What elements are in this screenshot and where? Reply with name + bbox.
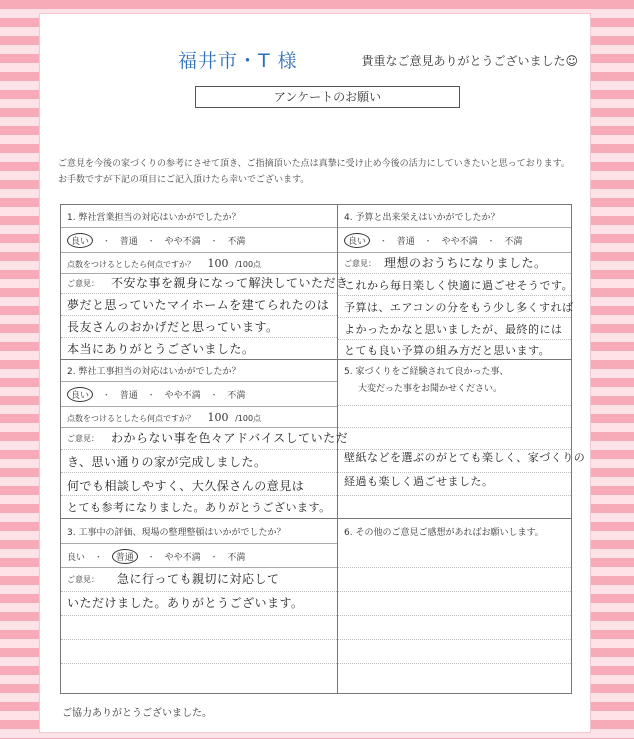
q1-ratings — [67, 233, 251, 248]
rule — [338, 295, 571, 296]
rule — [61, 449, 337, 450]
separator: ・ — [209, 391, 219, 401]
rule — [61, 567, 337, 568]
rule — [338, 472, 571, 473]
rule — [61, 663, 337, 664]
rule — [61, 252, 337, 253]
rating-somewhat-bad[interactable]: やや不満 — [164, 391, 201, 401]
rating-somewhat-bad[interactable]: やや不満 — [164, 553, 201, 563]
q2-comment-line: 何でも相談しやすく、大久保さんの意見は — [67, 479, 305, 493]
rule — [61, 543, 337, 544]
questionnaire-grid — [60, 204, 586, 694]
rating-good-selected[interactable]: 良い — [344, 233, 370, 248]
right-column — [338, 205, 586, 695]
rule — [61, 495, 337, 496]
q1-title: 1. 弊社営業担当の対応はいかがでしたか？ — [67, 213, 241, 223]
rule — [61, 518, 337, 519]
rating-normal[interactable]: 普通 — [119, 391, 138, 401]
footer-thanks: ご協力ありがとうございました。 — [62, 708, 212, 719]
q3-ratings — [67, 549, 251, 564]
q4-comment-line: 予算は、エアコンの分をもう少し多くすれば — [344, 301, 574, 314]
rule — [61, 381, 337, 382]
rating-bad[interactable]: 不満 — [227, 237, 246, 247]
intro-text — [58, 156, 570, 188]
q2-points — [67, 411, 261, 424]
q1-score[interactable]: 100 — [207, 257, 229, 270]
q2-ratings — [67, 387, 251, 402]
left-column — [61, 205, 349, 695]
q2-title: 2. 弊社工事担当の対応はいかがでしたか？ — [67, 367, 241, 377]
q1-points — [67, 257, 261, 270]
q4-comment-line: これから毎日楽しく快適に過ごせそうです。 — [344, 279, 574, 292]
rule — [338, 495, 571, 496]
comment-label: ご意見： — [67, 434, 99, 443]
points-label: 点数をつけるとしたら何点ですか？ — [67, 414, 195, 423]
separator: ・ — [93, 553, 103, 563]
points-label: 点数をつけるとしたら何点ですか？ — [67, 260, 195, 269]
q4-comment-line: よかったかなと思いましたが、最終的には — [344, 323, 563, 336]
rule — [338, 227, 571, 228]
rule — [61, 227, 337, 228]
rule — [61, 615, 337, 616]
rating-normal-selected[interactable]: 普通 — [112, 549, 138, 564]
comment-label: ご意見： — [67, 279, 99, 288]
rule — [338, 317, 571, 318]
separator: ・ — [423, 237, 433, 247]
rule — [338, 567, 571, 568]
rule — [338, 615, 571, 616]
separator: ・ — [146, 553, 156, 563]
q2-score[interactable]: 100 — [207, 411, 229, 424]
rating-good-selected[interactable]: 良い — [67, 233, 93, 248]
q4-comment-line: 理想のおうちになりました。 — [384, 256, 547, 270]
q3-comment-line: いただけました。ありがとうございます。 — [67, 596, 304, 610]
rule — [338, 427, 571, 428]
rating-good-selected[interactable]: 良い — [67, 387, 93, 402]
separator: ・ — [378, 237, 388, 247]
points-max: /100点 — [235, 414, 262, 423]
q2-comment-line: とても参考になりました。ありがとうございます。 — [67, 501, 331, 514]
q4-comment-line: とても良い予算の組み方だと思います。 — [344, 344, 551, 357]
rating-somewhat-bad[interactable]: やや不満 — [441, 237, 478, 247]
rule — [61, 639, 337, 640]
comment-label: ご意見： — [67, 575, 99, 584]
points-max: /100点 — [235, 260, 262, 269]
intro-line-2: お手数ですが下記の項目にご記入頂けたら幸いでございます。 — [58, 175, 310, 185]
q1-comment-line: 本当にありがとうございました。 — [67, 342, 255, 356]
q5-comment-line: 経過も楽しく過ごせました。 — [344, 475, 494, 488]
rule — [61, 337, 337, 338]
rating-good[interactable]: 良い — [67, 553, 86, 563]
q1-comment-line: 夢だと思っていたマイホームを建てられたのは — [67, 298, 330, 312]
q5-title-2: 大変だった事をお聞かせください。 — [358, 384, 503, 394]
rule — [338, 663, 571, 664]
rating-normal[interactable]: 普通 — [396, 237, 415, 247]
q4-ratings — [344, 233, 528, 248]
q3-title: 3. 工事中の評価、現場の整理整頓はいかがでしたか？ — [67, 528, 286, 538]
rating-bad[interactable]: 不満 — [227, 391, 246, 401]
rule — [338, 359, 571, 360]
rule — [61, 293, 337, 294]
header — [40, 46, 590, 76]
rating-normal[interactable]: 普通 — [119, 237, 138, 247]
q2-comment-line: わからない事を色々アドバイスしていただ — [111, 431, 349, 445]
comment-label: ご意見： — [344, 259, 376, 268]
rule — [338, 591, 571, 592]
q6-title: 6. その他のご意見ご感想があればお願いします。 — [344, 528, 544, 538]
q3-comment-line: 急に行っても親切に対応して — [117, 572, 280, 586]
customer-name: 福井市・T 様 — [178, 50, 298, 72]
q1-comment-line: 不安な事を親身になって解決していただき — [111, 276, 349, 290]
rule — [61, 315, 337, 316]
rule — [61, 406, 337, 407]
separator: ・ — [101, 391, 111, 401]
rule — [338, 405, 571, 406]
rule — [338, 339, 571, 340]
separator: ・ — [101, 237, 111, 247]
survey-sheet — [40, 14, 590, 732]
rule — [61, 591, 337, 592]
rating-bad[interactable]: 不満 — [504, 237, 523, 247]
q2-comment-line: き、思い通りの家が完成しました。 — [67, 455, 267, 469]
survey-title: アンケートのお願い — [195, 86, 460, 108]
separator: ・ — [146, 237, 156, 247]
rule — [338, 449, 571, 450]
rating-somewhat-bad[interactable]: やや不満 — [164, 237, 201, 247]
separator: ・ — [209, 553, 219, 563]
rule — [338, 639, 571, 640]
q4-title: 4. 予算と出来栄えはいかがでしたか？ — [344, 213, 500, 223]
rule — [61, 427, 337, 428]
separator: ・ — [146, 391, 156, 401]
rating-bad[interactable]: 不満 — [227, 553, 246, 563]
rule — [338, 252, 571, 253]
rule — [338, 273, 571, 274]
q5-comment-line: 壁紙などを選ぶのがとても楽しく、家づくりの — [344, 451, 586, 464]
thanks-message: 貴重なご意見ありがとうございました☺ — [361, 54, 578, 68]
intro-line-1: ご意見を今後の家づくりの参考にさせて頂き、ご指摘頂いた点は真摯に受け止め今後の活力にしていきたいと思っております。 — [58, 159, 570, 169]
q1-comment-line: 長友さんのおかげだと思っています。 — [67, 320, 279, 334]
rule — [61, 472, 337, 473]
q5-title: 5. 家づくりをご経験されて良かった事、 — [344, 367, 509, 377]
rule — [338, 518, 571, 519]
separator: ・ — [209, 237, 219, 247]
separator: ・ — [486, 237, 496, 247]
rule — [61, 359, 337, 360]
